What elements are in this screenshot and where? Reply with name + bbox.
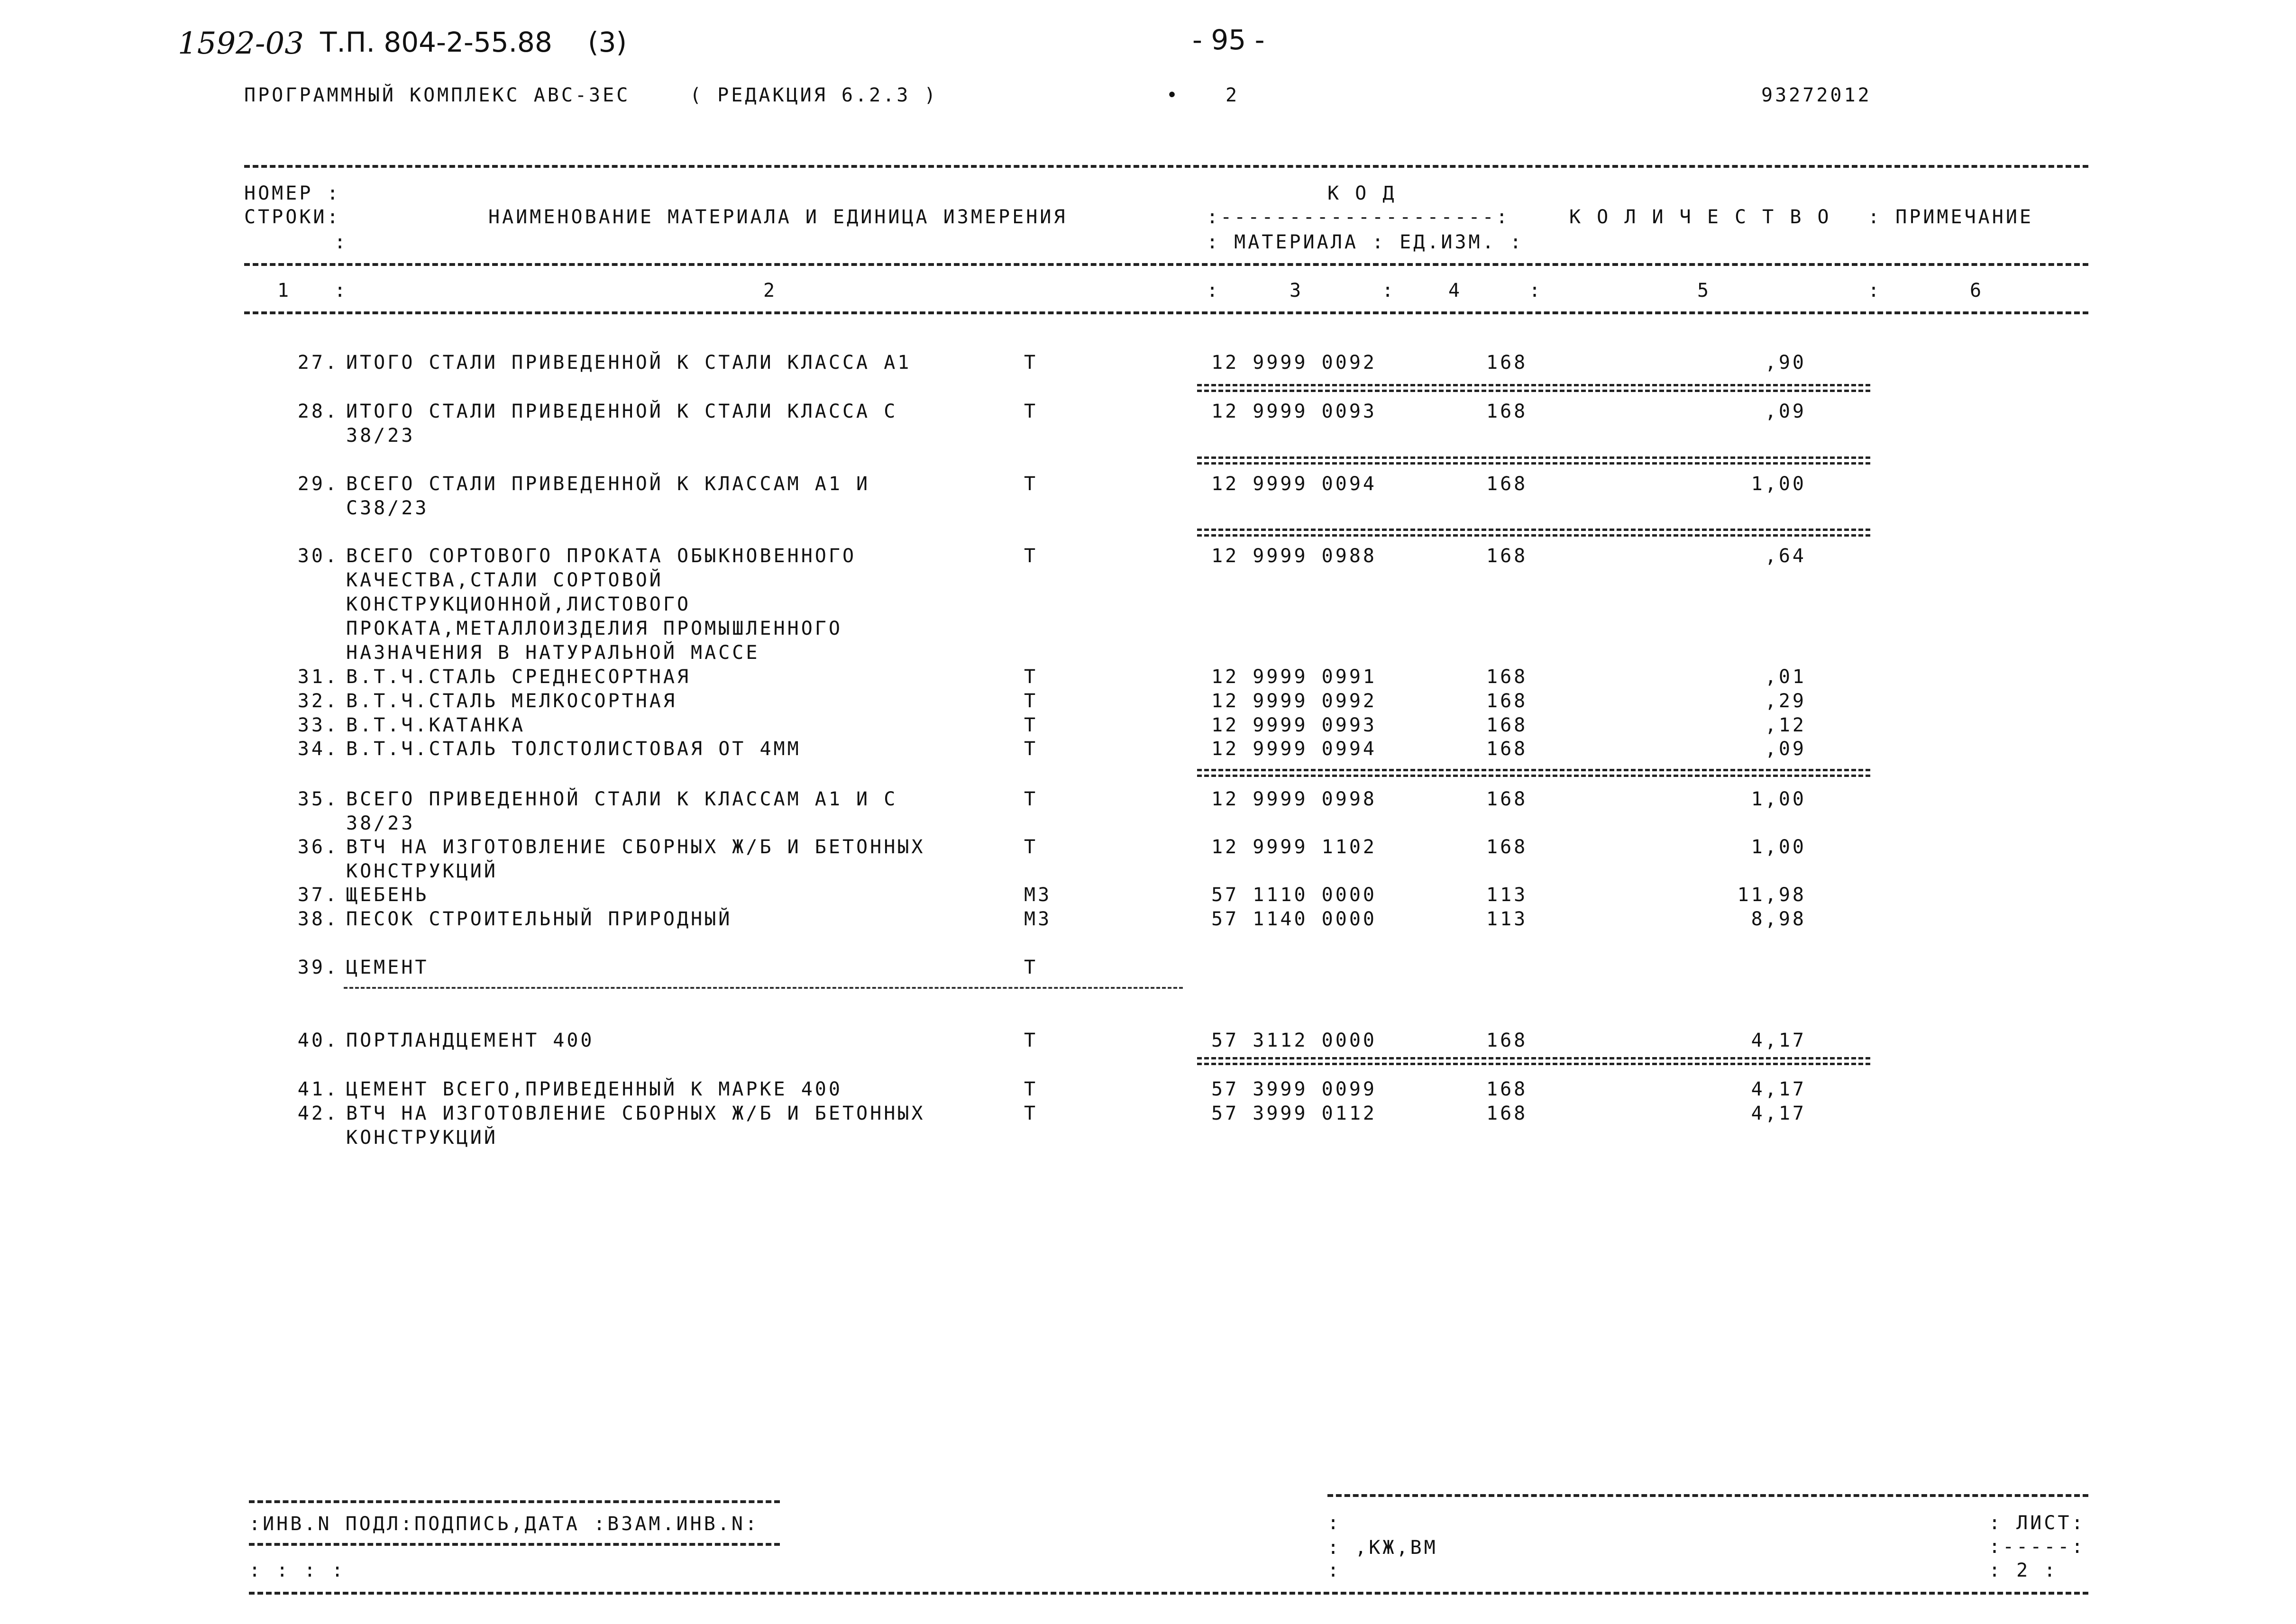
material-name-line: ВТЧ НА ИЗГОТОВЛЕНИЕ СБОРНЫХ Ж/Б И БЕТОННЫХ <box>346 836 925 858</box>
column-separator: : <box>1207 280 1221 301</box>
handwritten-archive-number: 1592-03 <box>178 26 304 61</box>
total-separator <box>1197 775 1870 777</box>
material-name-line: НАЗНАЧЕНИЯ В НАТУРАЛЬНОЙ МАССЕ <box>346 642 760 664</box>
column-number-1: 1 <box>277 280 292 301</box>
total-separator <box>1197 384 1870 386</box>
unit-of-measure: М3 <box>1024 908 1052 930</box>
header-code-separator: :--------------------: <box>1207 206 1510 228</box>
unit-code: 168 <box>1486 1030 1528 1051</box>
material-code: 57 3999 0112 <box>1211 1103 1377 1124</box>
material-code: 12 9999 0994 <box>1211 738 1377 760</box>
total-separator <box>1197 1063 1870 1065</box>
row-number: 33. <box>297 714 339 736</box>
quantity-value: ,09 <box>1765 738 1806 760</box>
quantity-value: 1,00 <box>1751 836 1806 858</box>
material-code: 12 9999 1102 <box>1211 836 1377 858</box>
material-name-line: В.Т.Ч.СТАЛЬ МЕЛКОСОРТНАЯ <box>346 690 677 712</box>
unit-of-measure: Т <box>1024 957 1038 978</box>
column-separator: : <box>1529 280 1543 301</box>
row-number: 37. <box>297 884 339 906</box>
header-material-name: НАИМЕНОВАНИЕ МАТЕРИАЛА И ЕДИНИЦА ИЗМЕРЕНИЯ <box>488 206 1068 228</box>
material-name-line: ВТЧ НА ИЗГОТОВЛЕНИЕ СБОРНЫХ Ж/Б И БЕТОННЫХ <box>346 1103 925 1124</box>
header-bottom-rule <box>244 311 2088 314</box>
header-code: К О Д <box>1327 182 1397 204</box>
material-name-line: ВСЕГО СОРТОВОГО ПРОКАТА ОБЫКНОВЕННОГО <box>346 545 857 567</box>
unit-of-measure: Т <box>1024 666 1038 688</box>
unit-of-measure: Т <box>1024 1103 1038 1124</box>
quantity-value: 4,17 <box>1751 1030 1806 1051</box>
row-number: 38. <box>297 908 339 930</box>
column-number-3: 3 <box>1290 280 1304 301</box>
material-name-line: ЩЕБЕНЬ <box>346 884 429 906</box>
group-separator <box>344 987 1183 989</box>
material-name-line: ИТОГО СТАЛИ ПРИВЕДЕННОЙ К СТАЛИ КЛАССА А1 <box>346 352 912 374</box>
header-quantity: К О Л И Ч Е С Т В О <box>1569 206 1831 228</box>
footer-bottom-rule <box>249 1592 2088 1595</box>
unit-code: 168 <box>1486 836 1528 858</box>
unit-code: 168 <box>1486 473 1528 495</box>
column-separator: : <box>334 280 348 301</box>
material-code: 12 9999 0093 <box>1211 401 1377 422</box>
unit-of-measure: М3 <box>1024 884 1052 906</box>
material-name-line: В.Т.Ч.СТАЛЬ СРЕДНЕСОРТНАЯ <box>346 666 691 688</box>
material-name-line: ПРОКАТА,МЕТАЛЛОИЗДЕЛИЯ ПРОМЫШЛЕННОГО <box>346 618 842 639</box>
footer-sheet-separator: :-----: <box>1989 1536 2086 1558</box>
quantity-value: ,64 <box>1765 545 1806 567</box>
document-code: Т.П. 804-2-55.88 <box>320 26 552 58</box>
row-number: 29. <box>297 473 339 495</box>
column-number-2: 2 <box>763 280 778 301</box>
unit-code: 168 <box>1486 690 1528 712</box>
material-name-line: КОНСТРУКЦИЙ <box>346 1127 498 1149</box>
table-top-rule <box>244 165 2088 168</box>
unit-code: 168 <box>1486 352 1528 374</box>
total-separator <box>1197 1057 1870 1059</box>
unit-code: 168 <box>1486 545 1528 567</box>
row-number: 28. <box>297 401 339 422</box>
header-note: : ПРИМЕЧАНИЕ <box>1868 206 2033 228</box>
quantity-value: 4,17 <box>1751 1078 1806 1100</box>
unit-of-measure: Т <box>1024 545 1038 567</box>
material-name-line: ЦЕМЕНТ <box>346 957 429 978</box>
quantity-value: 8,98 <box>1751 908 1806 930</box>
header-code-subcolumns: : МАТЕРИАЛА : ЕД.ИЗМ. : <box>1207 231 1524 253</box>
quantity-value: 11,98 <box>1737 884 1806 906</box>
unit-of-measure: Т <box>1024 1030 1038 1051</box>
footer-colon: : <box>1327 1512 1342 1534</box>
unit-of-measure: Т <box>1024 788 1038 810</box>
column-separator: : <box>1868 280 1882 301</box>
row-number: 30. <box>297 545 339 567</box>
row-number: 31. <box>297 666 339 688</box>
quantity-value: ,01 <box>1765 666 1806 688</box>
footer-sheet-label: : ЛИСТ: <box>1989 1512 2086 1534</box>
bullet-mark: • <box>1166 84 1180 106</box>
material-code: 12 9999 0991 <box>1211 666 1377 688</box>
material-name-line: В.Т.Ч.КАТАНКА <box>346 714 526 736</box>
material-code: 57 3999 0099 <box>1211 1078 1377 1100</box>
material-name-line: ЦЕМЕНТ ВСЕГО,ПРИВЕДЕННЫЙ К МАРКЕ 400 <box>346 1078 842 1100</box>
total-separator <box>1197 534 1870 537</box>
row-number: 27. <box>297 352 339 374</box>
unit-of-measure: Т <box>1024 1078 1038 1100</box>
footer-left-mid-rule <box>249 1543 780 1546</box>
unit-of-measure: Т <box>1024 836 1038 858</box>
row-number: 40. <box>297 1030 339 1051</box>
total-separator <box>1197 529 1870 531</box>
unit-code: 168 <box>1486 1078 1528 1100</box>
quantity-value: ,90 <box>1765 352 1806 374</box>
material-name-line: ВСЕГО СТАЛИ ПРИВЕДЕННОЙ К КЛАССАМ А1 И <box>346 473 870 495</box>
unit-of-measure: Т <box>1024 352 1038 374</box>
material-code: 12 9999 0998 <box>1211 788 1377 810</box>
unit-of-measure: Т <box>1024 690 1038 712</box>
material-code: 12 9999 0993 <box>1211 714 1377 736</box>
document-part: (3) <box>588 26 627 58</box>
unit-code: 113 <box>1486 884 1528 906</box>
material-name-line: ВСЕГО ПРИВЕДЕННОЙ СТАЛИ К КЛАССАМ А1 И С <box>346 788 898 810</box>
material-code: 57 1140 0000 <box>1211 908 1377 930</box>
material-name-line: В.Т.Ч.СТАЛЬ ТОЛСТОЛИСТОВАЯ ОТ 4ММ <box>346 738 801 760</box>
unit-of-measure: Т <box>1024 401 1038 422</box>
unit-code: 168 <box>1486 666 1528 688</box>
column-number-4: 4 <box>1448 280 1463 301</box>
material-name-line: КОНСТРУКЦИЙ <box>346 860 498 882</box>
material-name-line: ПЕСОК СТРОИТЕЛЬНЫЙ ПРИРОДНЫЙ <box>346 908 732 930</box>
footer-sheet-number: : 2 : <box>1989 1560 2058 1581</box>
column-number-6: 6 <box>1970 280 1984 301</box>
header-row-number-3: : <box>334 231 348 253</box>
footer-left-top-rule <box>249 1500 780 1503</box>
row-number: 36. <box>297 836 339 858</box>
footer-right-top-rule <box>1327 1494 2088 1497</box>
footer-signature-fields: : : : : <box>249 1560 346 1581</box>
material-code: 12 9999 0094 <box>1211 473 1377 495</box>
total-separator <box>1197 390 1870 392</box>
total-separator <box>1197 769 1870 771</box>
material-name-line: 38/23 <box>346 425 415 447</box>
footer-colon-lower: : <box>1327 1560 1342 1581</box>
unit-code: 168 <box>1486 738 1528 760</box>
quantity-value: 1,00 <box>1751 473 1806 495</box>
material-code: 57 3112 0000 <box>1211 1030 1377 1051</box>
total-separator <box>1197 456 1870 459</box>
program-name: ПРОГРАММНЫЙ КОМПЛЕКС АВС-3ЕС <box>244 84 631 106</box>
material-code: 12 9999 0988 <box>1211 545 1377 567</box>
material-name-line: С38/23 <box>346 497 429 519</box>
unit-code: 113 <box>1486 908 1528 930</box>
material-name-line: ПОРТЛАНДЦЕМЕНТ 400 <box>346 1030 595 1051</box>
material-name-line: 38/23 <box>346 812 415 834</box>
unit-of-measure: Т <box>1024 714 1038 736</box>
material-name-line: КОНСТРУКЦИОННОЙ,ЛИСТОВОГО <box>346 593 691 615</box>
quantity-value: 1,00 <box>1751 788 1806 810</box>
material-name-line: ИТОГО СТАЛИ ПРИВЕДЕННОЙ К СТАЛИ КЛАССА С <box>346 401 898 422</box>
row-number: 34. <box>297 738 339 760</box>
document-id: 93272012 <box>1761 84 1872 106</box>
program-edition: ( РЕДАКЦИЯ 6.2.3 ) <box>690 84 938 106</box>
quantity-value: ,12 <box>1765 714 1806 736</box>
material-code: 12 9999 0992 <box>1211 690 1377 712</box>
unit-code: 168 <box>1486 714 1528 736</box>
row-number: 35. <box>297 788 339 810</box>
quantity-value: 4,17 <box>1751 1103 1806 1124</box>
quantity-value: ,29 <box>1765 690 1806 712</box>
unit-code: 168 <box>1486 1103 1528 1124</box>
material-code: 12 9999 0092 <box>1211 352 1377 374</box>
unit-of-measure: Т <box>1024 473 1038 495</box>
total-separator <box>1197 462 1870 465</box>
row-number: 39. <box>297 957 339 978</box>
material-code: 57 1110 0000 <box>1211 884 1377 906</box>
row-number: 41. <box>297 1078 339 1100</box>
footer-document-mark: : ,КЖ,ВМ <box>1327 1537 1438 1559</box>
unit-code: 168 <box>1486 788 1528 810</box>
header-row-number-2: СТРОКИ: <box>244 206 341 228</box>
sheet-code: 2 <box>1226 84 1240 106</box>
unit-of-measure: Т <box>1024 738 1038 760</box>
header-rule <box>244 263 2088 266</box>
row-number: 42. <box>297 1103 339 1124</box>
column-separator: : <box>1382 280 1396 301</box>
material-name-line: КАЧЕСТВА,СТАЛИ СОРТОВОЙ <box>346 569 663 591</box>
footer-signature-labels: :ИНВ.N ПОДЛ:ПОДПИСЬ,ДАТА :ВЗАМ.ИНВ.N: <box>249 1513 759 1535</box>
header-row-number-1: НОМЕР : <box>244 182 341 204</box>
row-number: 32. <box>297 690 339 712</box>
column-number-5: 5 <box>1697 280 1711 301</box>
unit-code: 168 <box>1486 401 1528 422</box>
page-number: - 95 - <box>1192 24 1265 56</box>
quantity-value: ,09 <box>1765 401 1806 422</box>
